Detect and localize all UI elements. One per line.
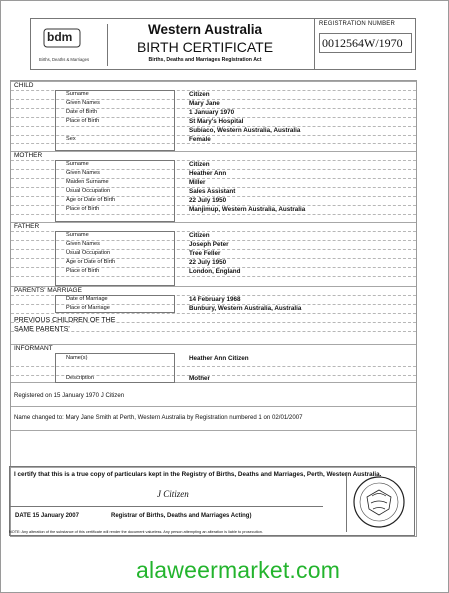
section-informant: INFORMANT <box>14 345 53 352</box>
child-place-of-birth-label: Place of Birth <box>66 118 100 124</box>
mother-maiden-surname-label: Maiden Surname <box>66 179 109 185</box>
registration-number-label: REGISTRATION NUMBER <box>319 21 396 27</box>
marriage-date-label: Date of Marriage <box>66 296 108 302</box>
section-parents-marriage: PARENTS' MARRIAGE <box>14 287 82 294</box>
bdm-logo-mark <box>43 27 81 49</box>
watermark: alaweermarket.com <box>136 557 341 583</box>
informant-description-value: Mother <box>189 375 210 382</box>
mother-place-of-birth-label: Place of Birth <box>66 206 100 212</box>
mother-place-of-birth-value: Manjimup, Western Australia, Australia <box>189 206 306 213</box>
footer-warning: NOTE: Any alteration of the substance of this certificate will render the document valueless. Any person attempting an alteration is liable to prosecution. <box>9 530 263 534</box>
mother-usual-occupation-label: Usual Occupation <box>66 188 111 194</box>
informant-names-label: Name(s) <box>66 355 88 361</box>
child-surname-label: Surname <box>66 91 89 97</box>
mother-age-or-date-of-birth-value: 22 July 1950 <box>189 197 227 204</box>
father-given-names-label: Given Names <box>66 241 100 247</box>
mother-surname-label: Surname <box>66 161 89 167</box>
father-surname-value: Citizen <box>189 232 210 239</box>
mother-given-names-label: Given Names <box>66 170 100 176</box>
father-usual-occupation-label: Usual Occupation <box>66 250 111 256</box>
child-date-of-birth-label: Date of Birth <box>66 109 98 115</box>
father-place-of-birth-value: London, England <box>189 268 241 275</box>
child-date-of-birth-value: 1 January 1970 <box>189 109 235 116</box>
registrar-signature: J Citizen <box>157 489 189 499</box>
mother-usual-occupation-value: Sales Assistant <box>189 188 236 195</box>
government-seal-icon <box>346 472 411 532</box>
bdm-logo <box>37 24 108 66</box>
section-child: CHILD <box>14 82 34 89</box>
child-place-of-birth-line2: Subiaco, Western Australia, Australia <box>189 127 301 134</box>
name-change-note: Name changed to: Mary Jane Smith at Perth, Western Australia by Registration numbered 1 on 02/01/2007 <box>14 414 303 421</box>
mother-given-names-value: Heather Ann <box>189 170 227 177</box>
child-given-names-label: Given Names <box>66 100 100 106</box>
certificate-title: BIRTH CERTIFICATE <box>136 39 274 55</box>
section-mother: MOTHER <box>14 152 43 159</box>
section-father: FATHER <box>14 223 40 230</box>
registration-number-block <box>314 19 417 69</box>
child-sex-label: Sex <box>66 136 76 142</box>
father-age-or-date-of-birth-label: Age or Date of Birth <box>66 259 116 265</box>
informant-names-value: Heather Ann Citizen <box>189 355 249 362</box>
state-name: Western Australia <box>147 22 263 37</box>
child-given-names-value: Mary Jane <box>189 100 220 107</box>
previous-children-heading: PREVIOUS CHILDREN OF THE SAME PARENTS' <box>14 317 116 333</box>
registration-number-value: 0012564W/1970 <box>319 33 412 53</box>
marriage-place-label: Place of Marriage <box>66 305 110 311</box>
mother-age-or-date-of-birth-label: Age or Date of Birth <box>66 197 116 203</box>
father-surname-label: Surname <box>66 232 89 238</box>
issue-date: DATE 15 January 2007 <box>15 513 79 519</box>
child-surname-value: Citizen <box>189 91 210 98</box>
certificate-title-block <box>109 19 301 69</box>
father-age-or-date-of-birth-value: 22 July 1950 <box>189 259 227 266</box>
child-place-of-birth-line1: St Mary's Hospital <box>189 118 244 125</box>
father-place-of-birth-label: Place of Birth <box>66 268 100 274</box>
mother-maiden-surname-value: Miller <box>189 179 206 186</box>
certification-text: I certify that this is a true copy of particulars kept in the Registry of Births, Deaths and Marriages, Perth, Western Australia. <box>14 471 382 478</box>
logo-caption: Births, Deaths & Marriages <box>39 57 90 62</box>
date-and-registrar-row <box>10 506 323 527</box>
marriage-date-value: 14 February 1968 <box>189 296 241 303</box>
father-usual-occupation-value: Tree Feller <box>189 250 221 257</box>
child-sex-value: Female <box>189 136 211 143</box>
marriage-place-value: Bunbury, Western Australia, Australia <box>189 305 302 312</box>
svg-text:bdm: bdm <box>47 30 73 44</box>
registrar-title: Registrar of Births, Deaths and Marriages Acting) <box>111 513 252 519</box>
informant-description-label: Description <box>66 375 94 381</box>
mother-surname-value: Citizen <box>189 161 210 168</box>
certification-block <box>9 466 415 536</box>
certificate-header <box>30 18 416 70</box>
registration-note: Registered on 15 January 1970 J Citizen <box>14 392 125 399</box>
act-name: Births, Deaths and Marriages Registration Act <box>148 57 262 63</box>
father-given-names-value: Joseph Peter <box>189 241 229 248</box>
